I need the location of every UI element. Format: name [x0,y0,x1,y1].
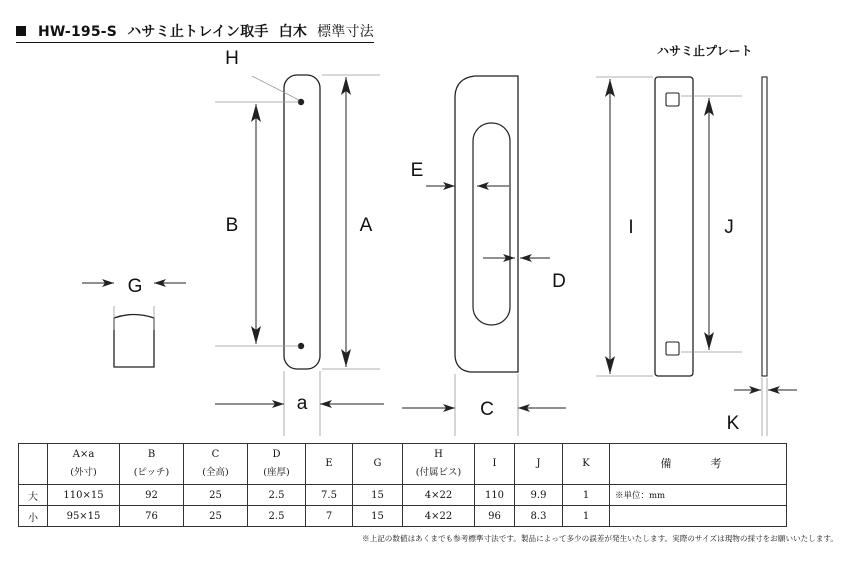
label-A: A [359,215,373,236]
footnote: ※上記の数値はあくまでも参考標準寸法です。製品によって多少の誤差が発生いたします。実際のサイズは現物の採寸をお願いいたします。 [362,534,838,543]
row-size: 小 [19,506,48,527]
cell-E: 7 [306,506,353,527]
cell-A-a: 110×15 [48,485,120,506]
cell-J: 9.9 [515,485,563,506]
plate-slot-top [666,93,679,106]
handle-front-view [215,75,384,436]
label-D: D [552,271,566,292]
header-I: I [475,444,515,485]
table-row-small [19,506,787,527]
cell-E: 7.5 [306,485,353,506]
cell-C: 25 [184,506,248,527]
clamp-plate-front [596,77,742,376]
label-I: I [628,217,634,238]
title-finish: 白木 [278,24,308,40]
title-name: ハサミ止トレイン取手 [127,24,269,40]
spec-table [18,443,787,527]
label-B: B [225,215,239,236]
table-row-large [19,485,787,506]
header-B: B (ピッチ) [120,444,184,485]
header-K: K [563,444,610,485]
cell-J: 8.3 [515,506,563,527]
title-model: HW-195-S [38,24,118,40]
label-J: J [724,217,734,238]
label-a: a [296,393,308,414]
header-D: D (座厚) [248,444,306,485]
handle-cross-section [402,76,566,436]
label-C: C [480,399,494,420]
cell-D: 2.5 [248,506,306,527]
cell-I: 96 [475,506,515,527]
cell-A-a: 95×15 [48,506,120,527]
clamp-plate-side [734,77,797,436]
title-subtitle: 標準寸法 [317,24,374,40]
plate-slot-bottom [666,342,679,355]
header-remarks: 備 考 [610,444,787,485]
cell-G: 15 [353,506,403,527]
label-E: E [410,160,424,181]
header-blank [19,444,48,485]
header-A-a: A×a (外寸) [48,444,120,485]
cell-G: 15 [353,485,403,506]
header-J: J [515,444,563,485]
cell-H: 4×22 [403,506,475,527]
cell-D: 2.5 [248,485,306,506]
label-G: G [127,276,143,297]
cell-remarks: ※単位：mm [610,485,787,506]
table-header-row [19,444,787,485]
cell-K: 1 [563,506,610,527]
cell-H: 4×22 [403,485,475,506]
header-H: H (付属ビス) [403,444,475,485]
cell-I: 110 [475,485,515,506]
cell-B: 76 [120,506,184,527]
header-E: E [306,444,353,485]
header-C: C (全高) [184,444,248,485]
cell-C: 25 [184,485,248,506]
row-size: 大 [19,485,48,506]
label-K: K [726,413,740,434]
cell-K: 1 [563,485,610,506]
cell-B: 92 [120,485,184,506]
plate-label: ハサミ止プレート [657,44,753,58]
header-G: G [353,444,403,485]
cell-remarks [610,506,787,527]
label-H: H [225,48,239,69]
